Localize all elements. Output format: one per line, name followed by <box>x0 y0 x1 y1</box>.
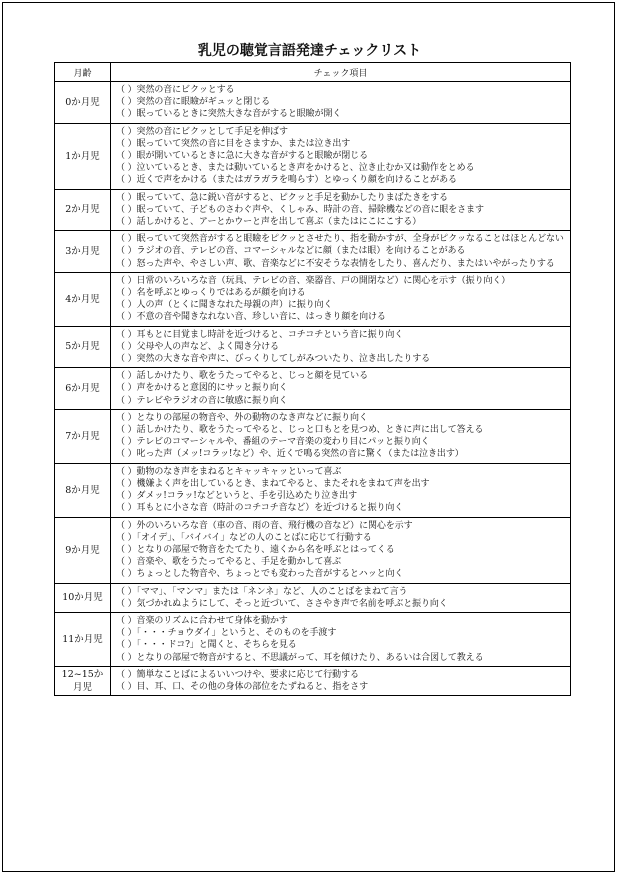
checklist-item: （ ）となりの部屋で物音がすると、不思議がって、耳を傾けたり、あるいは合図して教える <box>116 652 484 663</box>
checklist-item: （ ）眠っているときに突然大きな音がすると眼瞼が開く <box>116 109 342 120</box>
checklist-item: （ ）突然の音にビクッとして手足を伸ばす <box>116 126 288 137</box>
table-row <box>55 583 571 612</box>
age-cell: 10か月児 <box>55 583 111 612</box>
table-row <box>55 82 571 124</box>
checklist-item: （ ）父母や人の声など、よく聞き分ける <box>116 341 279 352</box>
checklist-items-cell <box>111 583 571 612</box>
checklist-item: （ ）人の声（とくに聞きなれた母親の声）に振り向く <box>116 300 333 311</box>
checklist-item: （ ）「・・・チョウダイ」というと、そのものを手渡す <box>116 628 337 639</box>
checklist-item: （ ）眠っていて、急に鋭い音がすると、ピクッと手足を動かしたりまばたきをする <box>116 192 448 203</box>
checklist-item: （ ）ダメッ!コラッ!などというと、手を引込めたり泣き出す <box>116 491 358 502</box>
checklist-item: （ ）となりの部屋の物音や、外の動物のなき声などに振り向く <box>116 412 368 423</box>
checklist-item: （ ）「オイデ」、「バイバイ」などの人のことばに応じて行動する <box>116 532 372 543</box>
table-row <box>55 123 571 189</box>
checklist-item: （ ）テレビやラジオの音に敏感に振り向く <box>116 395 288 406</box>
age-cell: 11か月児 <box>55 612 111 666</box>
checklist-items-cell <box>111 123 571 189</box>
table-row <box>55 368 571 410</box>
checklist-item: （ ）突然の音にビクッとする <box>116 85 235 95</box>
table-body <box>55 82 571 696</box>
checklist-item: （ ）耳もとに小さな音（時計のコチコチ音など）を近づけると振り向く <box>116 503 404 514</box>
checklist-item: （ ）ラジオの音、テレビの音、コマーシャルなどに顔（または眼）を向けることがある <box>116 246 466 257</box>
checklist-item: （ ）突然の音に眼瞼がギュッと閉じる <box>116 97 271 108</box>
checklist-item: （ ）テレビのコマーシャルや、番組のテーマ音楽の変わり目にパッと振り向く <box>116 437 430 448</box>
table-row <box>55 189 571 231</box>
checklist-items-cell <box>111 368 571 410</box>
checklist-item: （ ）泣いているとき、または動いているとき声をかけると、泣き止むか又は動作をとめる <box>116 163 475 174</box>
checklist-items-cell <box>111 666 571 695</box>
checklist-item: （ ）気づかれぬようにして、そっと近づいて、ささやき声で名前を呼ぶと振り向く <box>116 598 448 609</box>
age-cell: 3か月児 <box>55 231 111 273</box>
age-cell: 2か月児 <box>55 189 111 231</box>
checklist-item: （ ）話しかけると、アーとかウーと声を出して喜ぶ（またはにこにこする） <box>116 217 422 228</box>
checklist-item: （ ）不意の音や聞きなれない音、珍しい音に、はっきり顔を向ける <box>116 312 386 323</box>
checklist-item: （ ）機嫌よく声を出しているとき、まねてやると、またそれをまねて声を出す <box>116 478 430 489</box>
checklist-items-cell <box>111 189 571 231</box>
checklist-items-cell <box>111 463 571 517</box>
checklist-item: （ ）叱った声（メッ!コラッ!など）や、近くで鳴る突然の音に驚く（または泣き出す） <box>116 449 464 460</box>
checklist-item: （ ）話しかけたり、歌をうたってやると、じっと口もとを見つめ、ときに声に出して答える <box>116 425 484 436</box>
age-cell: 6か月児 <box>55 368 111 410</box>
age-cell: 4か月児 <box>55 272 111 326</box>
table-row <box>55 463 571 517</box>
checklist-items-cell <box>111 82 571 124</box>
checklist-item: （ ）「ママ」、「マンマ」または「ネンネ」など、人のことばをまねて言う <box>116 586 408 597</box>
checklist-item: （ ）名を呼ぶとゆっくりではあるが顔を向ける <box>116 288 306 299</box>
checklist-table <box>54 62 571 696</box>
checklist-item: （ ）突然の大きな音や声に、びっくりしてしがみついたり、泣き出したりする <box>116 354 431 365</box>
checklist-items-cell <box>111 517 571 583</box>
table-row <box>55 612 571 666</box>
table-header-row <box>55 63 571 82</box>
checklist-item: （ ）ちょっとした物音や、ちょっとでも変わった音がするとハッと向く <box>116 569 404 580</box>
checklist-item: （ ）となりの部屋で物音をたてたり、遠くから名を呼ぶとはってくる <box>116 544 395 555</box>
age-cell: 9か月児 <box>55 517 111 583</box>
checklist-item: （ ）話しかけたり、歌をうたってやると、じっと顔を見ている <box>116 371 368 382</box>
age-cell: 7か月児 <box>55 409 111 463</box>
table-row <box>55 409 571 463</box>
checklist-item: （ ）近くで声をかける（またはガラガラを鳴らす）とゆっくり顔を向けることがある <box>116 175 457 186</box>
checklist-item: （ ）声をかけると意図的にサッと振り向く <box>116 383 288 394</box>
checklist-item: （ ）目、耳、口、その他の身体の部位をたずねると、指をさす <box>116 681 368 692</box>
checklist-items-cell <box>111 272 571 326</box>
age-cell: 8か月児 <box>55 463 111 517</box>
table-row <box>55 272 571 326</box>
checklist-item: （ ）動物のなき声をまねるとキャッキャッといって喜ぶ <box>116 466 342 477</box>
checklist-item: （ ）怒った声や、やさしい声、歌、音楽などに不安そうな表情をしたり、喜んだり、またはいやがったりする <box>116 258 555 269</box>
checklist-items-cell <box>111 612 571 666</box>
checklist-item: （ ）簡単なことばによるいいつけや、要求に応じて行動する <box>116 669 359 680</box>
checklist-item: （ ）「・・・ドコ?」と聞くと、そちらを見る <box>116 640 297 651</box>
items-column-header: チェック項目 <box>111 63 571 82</box>
table-row <box>55 326 571 368</box>
table-row <box>55 666 571 695</box>
checklist-items-cell <box>111 231 571 273</box>
checklist-item: （ ）外のいろいろな音（車の音、雨の音、飛行機の音など）に関心を示す <box>116 520 413 531</box>
checklist-item: （ ）眠っていて突然音がすると眼瞼をピクッとさせたり、指を動かすが、全身がピクッなることはほとんどない <box>116 234 564 245</box>
age-cell: 12~15か月児 <box>55 666 111 695</box>
checklist-item: （ ）眠っていて突然の音に目をさますか、または泣き出す <box>116 138 351 149</box>
table-row <box>55 517 571 583</box>
checklist-item: （ ）音楽や、歌をうたってやると、手足を動かして喜ぶ <box>116 557 342 568</box>
checklist-item: （ ）眠っていて、子どものさわぐ声や、くしゃみ、時計の音、掃除機などの音に眼をさます <box>116 204 484 215</box>
age-cell: 0か月児 <box>55 82 111 124</box>
checklist-item: （ ）眼が開いているときに急に大きな音がすると眼瞼が閉じる <box>116 151 368 162</box>
checklist-items-cell <box>111 409 571 463</box>
age-cell: 1か月児 <box>55 123 111 189</box>
age-column-header: 月齢 <box>55 63 111 82</box>
checklist-item: （ ）日常のいろいろな音（玩具、テレビの音、楽器音、戸の開閉など）に関心を示す（振り向く） <box>116 275 511 286</box>
age-cell: 5か月児 <box>55 326 111 368</box>
checklist-items-cell <box>111 326 571 368</box>
checklist-item: （ ）音楽のリズムに合わせて身体を動かす <box>116 615 288 626</box>
page-title: 乳児の聴覚言語発達チェックリスト <box>197 43 422 59</box>
table-row <box>55 231 571 273</box>
checklist-item: （ ）耳もとに目覚まし時計を近づけると、コチコチという音に振り向く <box>116 329 404 340</box>
